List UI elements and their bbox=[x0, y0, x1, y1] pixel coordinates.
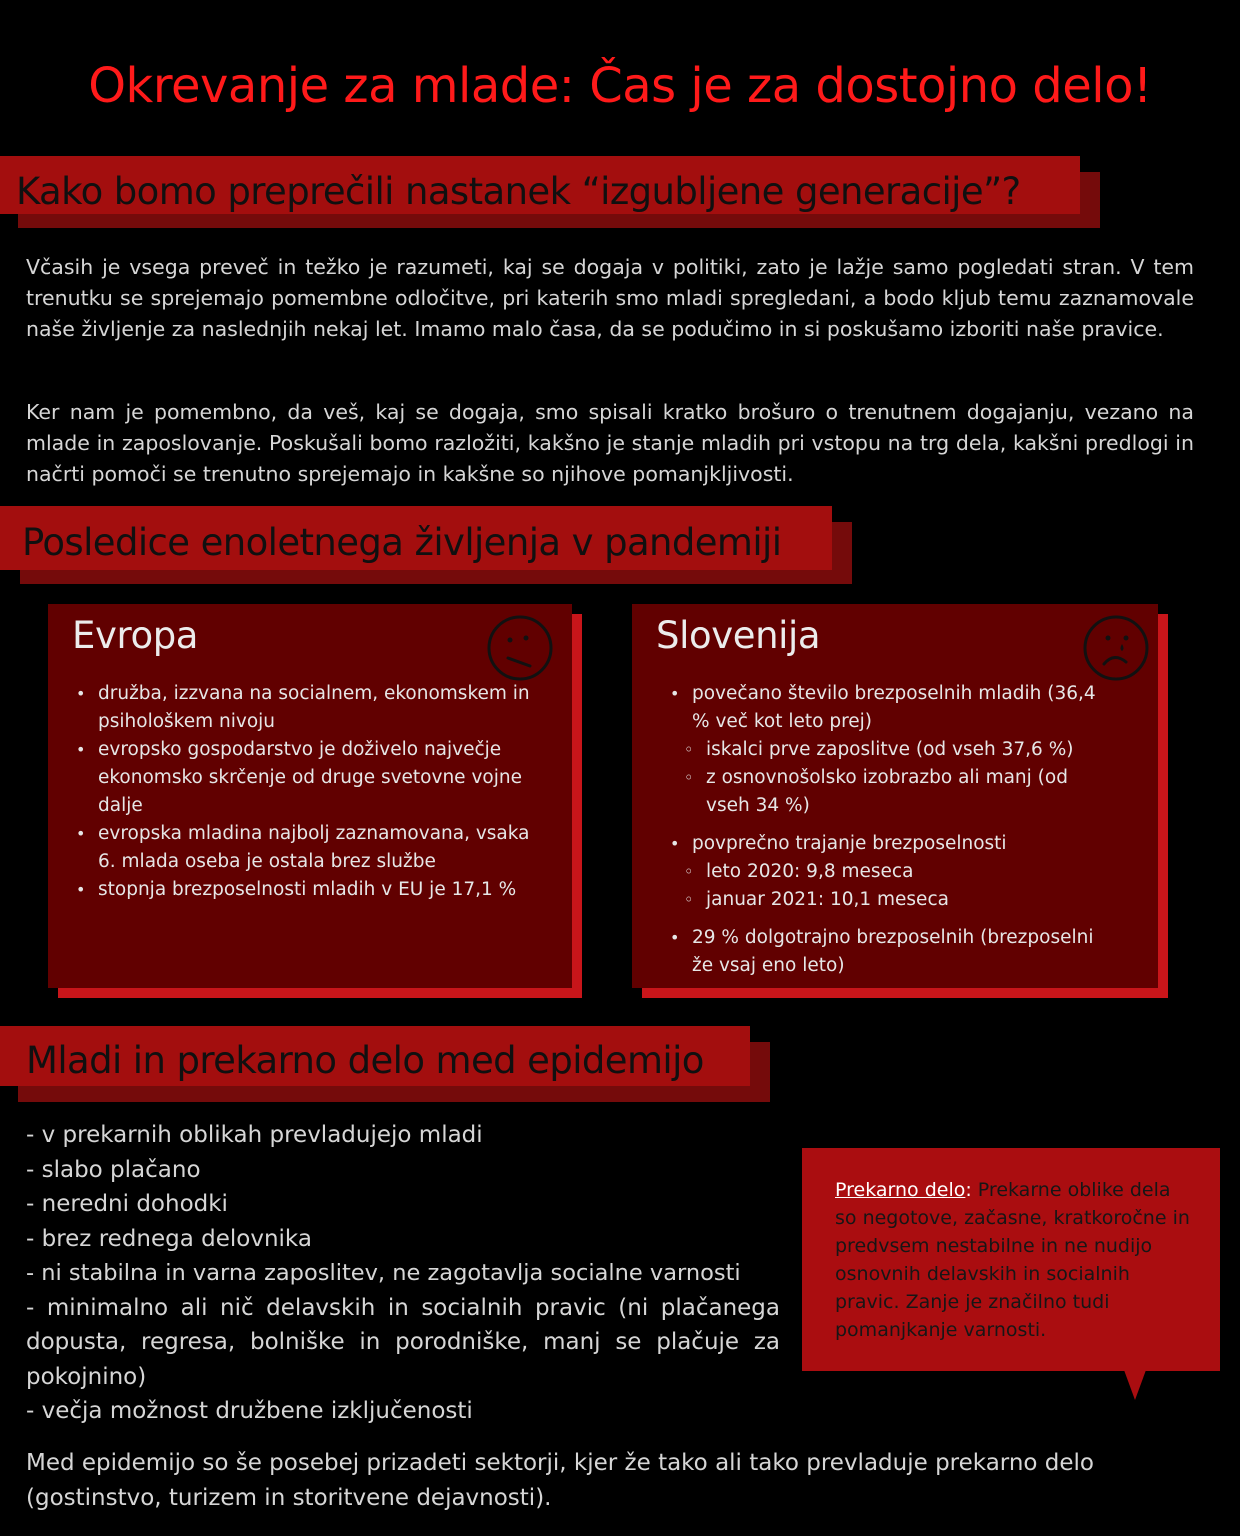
list-item: • družba, izzvana na socialnem, ekonomskem in psihološkem nivoju bbox=[76, 680, 536, 736]
intro-paragraph-1: Včasih je vsega preveč in težko je razumeti, kaj se dogaja v politiki, zato je lažje samo pogledati stran. V tem trenutku se sprejemajo pomembne odločitve, pri katerih smo mladi spregledani, a bodo kljub temu zaznamovale naše življenje za naslednjih nekaj let. Imamo malo časa, da se podučimo in si poskušamo izboriti naše pravice. bbox=[26, 255, 1194, 341]
card-title: Slovenija bbox=[656, 614, 821, 657]
list-item: • stopnja brezposelnosti mladih v EU je 17,1 % bbox=[76, 876, 536, 904]
section-heading: Kako bomo preprečili nastanek “izgubljene generacije”? bbox=[0, 156, 1080, 214]
slovenia-list bbox=[670, 680, 1110, 980]
list-item: - slabo plačano bbox=[26, 1156, 201, 1183]
list-item-text: povprečno trajanje brezposelnosti bbox=[692, 833, 1007, 854]
page-title: Okrevanje za mlade: Čas je za dostojno delo! bbox=[88, 58, 1152, 114]
card-title: Evropa bbox=[72, 614, 199, 657]
definition-body: Prekarne oblike dela so negotove, začasne, kratkoročne in predvsem nestabilne in ne nudijo osnovnih delavskih in socialnih pravic. Zanje je značilno tudi pomanjkanje varnosti. bbox=[835, 1179, 1190, 1341]
sub-list bbox=[692, 736, 1110, 820]
list-item bbox=[670, 680, 1110, 820]
list-item-text: povečano število brezposelnih mladih (36,4 % več kot leto prej) bbox=[692, 683, 1096, 732]
list-item: - v prekarnih oblikah prevladujejo mladi bbox=[26, 1122, 483, 1148]
list-item: • evropska mladina najbolj zaznamovana, vsaka 6. mlada oseba je ostala brez službe bbox=[76, 820, 536, 876]
sad-face-icon bbox=[1082, 614, 1150, 682]
definition-text bbox=[835, 1176, 1197, 1344]
list-item: • evropsko gospodarstvo je doživelo največje ekonomsko skrčenje od druge svetovne vojne dalje bbox=[76, 736, 536, 820]
list-item: - večja možnost družbene izključenosti bbox=[26, 1398, 473, 1424]
section-banner-pandemic bbox=[0, 506, 852, 584]
list-item: - brez rednega delovnika bbox=[26, 1225, 312, 1252]
list-item bbox=[670, 830, 1110, 914]
sub-list-item: ◦ z osnovnošolsko izobrazbo ali manj (od vseh 34 %) bbox=[670, 764, 1110, 820]
sub-list-item: ◦ januar 2021: 10,1 meseca bbox=[670, 886, 1110, 914]
intro-paragraph-2: Ker nam je pomembno, da veš, kaj se dogaja, smo spisali kratko brošuro o trenutnem dogajanju, vezano na mlade in zaposlovanje. Poskušali bomo razložiti, kakšno je stanje mladih pri vstopu na trg dela, kakšni predlogi in načrti pomoči se trenutno sprejemajo in kakšne so njihove pomanjkljivosti. bbox=[26, 400, 1194, 486]
sub-list bbox=[692, 858, 1110, 914]
definition-term: Prekarno delo bbox=[835, 1179, 966, 1201]
section-heading: Posledice enoletnega življenja v pandemiji bbox=[0, 506, 832, 570]
callout-tail bbox=[1124, 1370, 1146, 1400]
neutral-face-icon bbox=[486, 614, 554, 682]
list-item: - neredni dohodki bbox=[26, 1191, 228, 1217]
definition-colon: : bbox=[965, 1179, 972, 1201]
list-item: • 29 % dolgotrajno brezposelnih (brezposelni že vsaj eno leto) bbox=[670, 924, 1110, 980]
closing-paragraph: Med epidemijo so še posebej prizadeti sektorji, kjer že tako ali tako prevladuje prekarno delo (gostinstvo, turizem in storitvene dejavnosti). bbox=[26, 1450, 1095, 1511]
sub-list-item: ◦ iskalci prve zaposlitve (od vseh 37,6 %) bbox=[670, 736, 1110, 764]
section-heading: Mladi in prekarno delo med epidemijo bbox=[0, 1026, 750, 1086]
list-item: - ni stabilna in varna zaposlitev, ne zagotavlja socialne varnosti bbox=[26, 1260, 741, 1286]
list-item: - minimalno ali nič delavskih in socialnih pravic (ni plačanega dopusta, regresa, bolniške in porodniške, manj se plačuje za pokojnino) bbox=[26, 1294, 780, 1390]
europe-list bbox=[76, 680, 536, 904]
sub-list-item: ◦ leto 2020: 9,8 meseca bbox=[670, 858, 1110, 886]
section-banner-generation bbox=[0, 156, 1100, 228]
precarious-list bbox=[26, 1118, 780, 1429]
section-banner-precarious bbox=[0, 1026, 770, 1102]
